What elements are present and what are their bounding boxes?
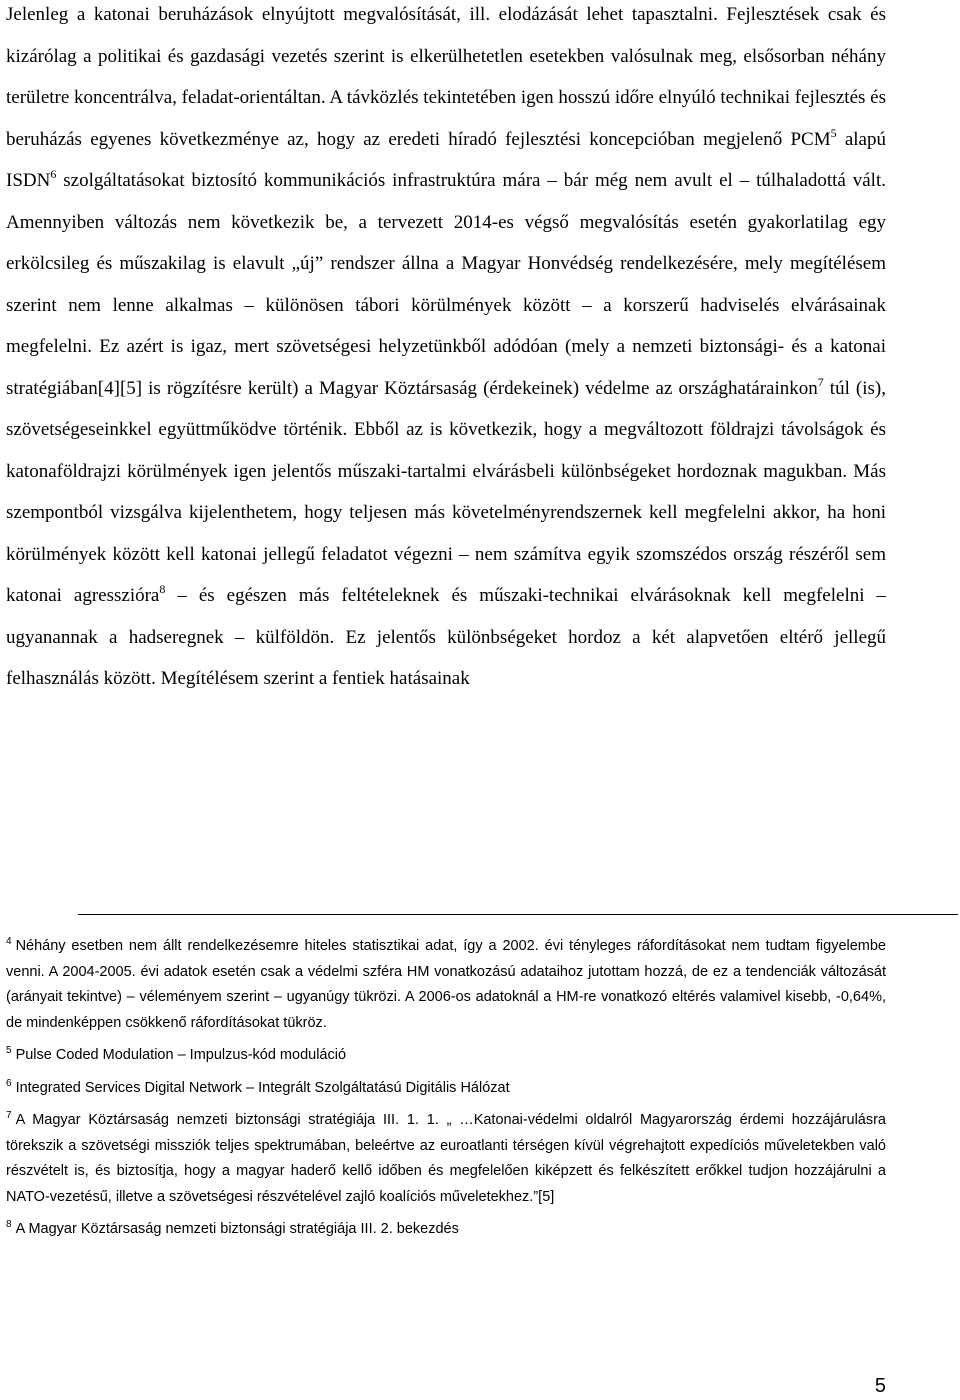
footnote-8 [6, 1217, 886, 1243]
footnote-4 [6, 934, 886, 1036]
body-text-part-1: Jelenleg a katonai beruházások elnyújtott megvalósítását, ill. elodázását lehet tapasztalni. Fejlesztések csak és kizárólag a politikai és gazdasági vezetés szerint is elkerülhetetlen esetekben valósulnak meg, elsősorban néhány területre koncentrálva, feladat-orientáltan. A távközlés tekintetében igen hosszú időre elnyúló technikai fejlesztés és beruházás egyenes következménye az, hogy az eredeti híradó fejlesztési koncepcióban megjelenő PCM [6, 4, 886, 150]
body-text-part-5: – és egészen más feltételeknek és műszaki-technikai elvárásoknak kell megfelelni – ugyanannak a hadseregnek – külföldön. Ez jelentős különbségeket hordoz a két alapvetően eltérő jellegű felhasználás között. Megítélésem szerint a fentiek hatásainak [6, 585, 886, 689]
footnote-5 [6, 1043, 886, 1069]
footnote-number: 8 [6, 1219, 12, 1230]
body-text-part-2: alapú ISDN [6, 128, 886, 191]
footnote-6 [6, 1076, 886, 1102]
footnote-text: A Magyar Köztársaság nemzeti biztonsági stratégiája III. 2. bekezdés [15, 1221, 459, 1237]
footnote-ref-7[interactable]: 7 [817, 374, 824, 389]
footnotes-section [6, 934, 886, 1250]
body-paragraph [6, 0, 886, 700]
footnote-text: Pulse Coded Modulation – Impulzus-kód moduláció [15, 1047, 347, 1063]
footnote-ref-5[interactable]: 5 [830, 125, 837, 140]
footnote-number: 7 [6, 1110, 12, 1121]
footnote-text: Integrated Services Digital Network – Integrált Szolgáltatású Digitális Hálózat [15, 1079, 510, 1096]
footnote-separator [78, 914, 958, 915]
page-number: 5 [874, 1375, 886, 1397]
body-text-part-3: szolgáltatásokat biztosító kommunikációs infrastruktúra mára – bár még nem avult el – túlhaladottá vált. Amennyiben változás nem következik be, a tervezett 2014-es végső megvalósítás esetén gyakorlatilag egy erkölcsileg és műszakilag is elavult „új” rendszer állna a Magyar Honvédség rendelkezésére, mely megítélésem szerint nem lenne alkalmas – különösen tábori körülmények között – a korszerű hadviselés elvárásainak megfelelni. Ez azért is igaz, mert szövetségesi helyzetünkből adódóan (mely a nemzeti biztonsági- és a katonai stratégiában[4][5] is rögzítésre került) a Magyar Köztársaság (érdekeinek) védelme az országhatárainkon [6, 170, 886, 399]
footnote-7 [6, 1108, 886, 1210]
footnote-ref-8[interactable]: 8 [159, 582, 166, 596]
footnote-number: 6 [6, 1077, 12, 1089]
footnote-number: 4 [6, 936, 12, 947]
body-text-part-4: túl (is), szövetségeseinkkel együttműködve történik. Ebből az is következik, hogy a megváltozott földrajzi távolságok és katonaföldrajzi körülmények igen jelentős műszaki-tartalmi elvárásbeli különbségeket hordoznak magukban. Más szempontból vizsgálva kijelenthetem, hogy teljesen más követelményrendszernek kell megfelelni akkor, ha honi körülmények között kell katonai jellegű feladatot végezni – nem számítva egyik szomszédos ország részéről sem katonai agresszióra [6, 377, 886, 606]
footnote-text: Néhány esetben nem állt rendelkezésemre hiteles statisztikai adat, így a 2002. évi tényleges ráfordításokat nem tudtam figyelembe venni. A 2004-2005. évi adatok esetén csak a védelmi szféra HM vonatkozású adataihoz jutottam hozzá, de ez a tendenciák változását (arányait tekintve) – véleményem szerint – ugyanúgy tükrözi. A 2006-os adatoknál a HM-re vonatkozó eltérés valamivel kisebb, -0,64%, de mindenképpen csökkenő ráfordításokat tükröz. [6, 938, 886, 1031]
footnote-text: A Magyar Köztársaság nemzeti biztonsági stratégiája III. 1. 1. „ …Katonai-védelmi oldalról Magyarország érdemi hozzájárulásra törekszik a szövetségi missziók teljes spektrumában, beleértve az euroatlanti térségen kívül végrehajtott expedíciós műveletekben való részvételt is, és biztosítja, hogy a magyar haderő kellő időben és megfelelően kiképzett és felkészített erőkkel tudjon hozzájárulni a NATO-vezetésű, illetve a szövetségesi részvételével zajló koalíciós műveletekhez.”[5] [6, 1112, 886, 1205]
footnote-ref-6[interactable]: 6 [50, 167, 57, 181]
footnote-number: 5 [6, 1045, 12, 1056]
